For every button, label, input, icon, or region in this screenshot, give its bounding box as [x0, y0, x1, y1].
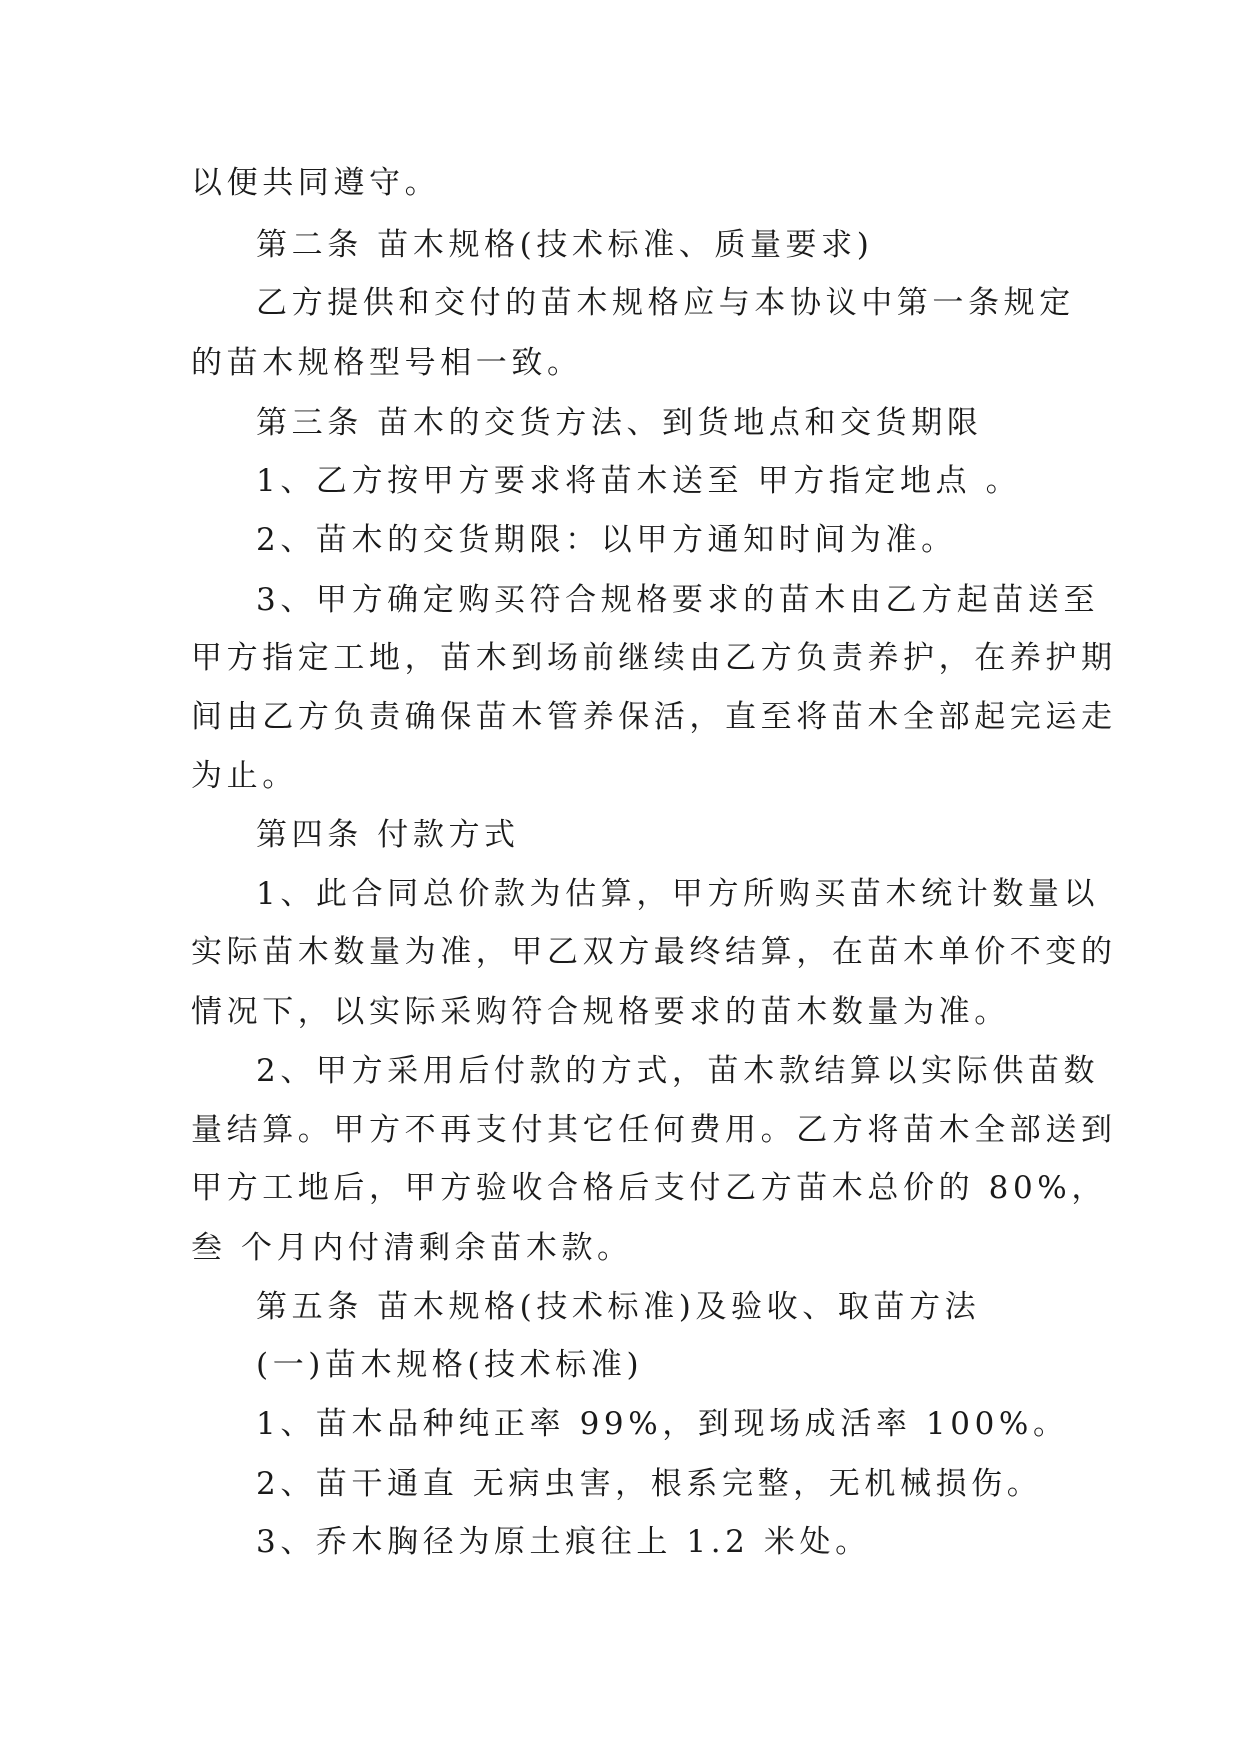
section-heading: (一)苗木规格(技术标准): [256, 1347, 644, 1383]
text-line: 间由乙方负责确保苗木管养保活，直至将苗木全部起完运走: [191, 699, 1117, 735]
text-line: 实际苗木数量为准，甲乙双方最终结算，在苗木单价不变的: [191, 934, 1117, 970]
text-line: 情况下，以实际采购符合规格要求的苗木数量为准。: [191, 994, 1010, 1030]
text-line: 叁 个月内付清剩余苗木款。: [191, 1230, 633, 1266]
article-3-heading: 第三条 苗木的交货方法、到货地点和交货期限: [256, 405, 983, 441]
text-line: 甲方指定工地，苗木到场前继续由乙方负责养护，在养护期: [191, 640, 1117, 676]
text-line: 1、乙方按甲方要求将苗木送至 甲方指定地点 。: [256, 463, 1022, 499]
article-2-heading: 第二条 苗木规格(技术标准、质量要求): [256, 227, 874, 263]
text-line: 乙方提供和交付的苗木规格应与本协议中第一条规定: [256, 285, 1075, 321]
text-line: 量结算。甲方不再支付其它任何费用。乙方将苗木全部送到: [191, 1112, 1117, 1148]
text-line: 为止。: [191, 758, 298, 794]
text-line: 2、苗木的交货期限：以甲方通知时间为准。: [256, 522, 957, 558]
article-4-heading: 第四条 付款方式: [256, 817, 520, 853]
text-line: 的苗木规格型号相一致。: [191, 345, 583, 381]
text-line: 3、甲方确定购买符合规格要求的苗木由乙方起苗送至: [256, 582, 1100, 618]
text-line: 2、苗干通直 无病虫害，根系完整，无机械损伤。: [256, 1466, 1043, 1502]
article-5-heading: 第五条 苗木规格(技术标准)及验收、取苗方法: [256, 1289, 981, 1325]
text-line: 3、乔木胸径为原土痕往上 1.2 米处。: [256, 1524, 871, 1560]
text-line: 甲方工地后，甲方验收合格后支付乙方苗木总价的 80%，: [191, 1170, 1107, 1206]
text-line: 1、此合同总价款为估算，甲方所购买苗木统计数量以: [256, 876, 1100, 912]
text-line: 2、甲方采用后付款的方式，苗木款结算以实际供苗数: [256, 1053, 1100, 1089]
text-line: 1、苗木品种纯正率 99%，到现场成活率 100%。: [256, 1406, 1069, 1442]
text-line: 以便共同遵守。: [191, 165, 441, 201]
